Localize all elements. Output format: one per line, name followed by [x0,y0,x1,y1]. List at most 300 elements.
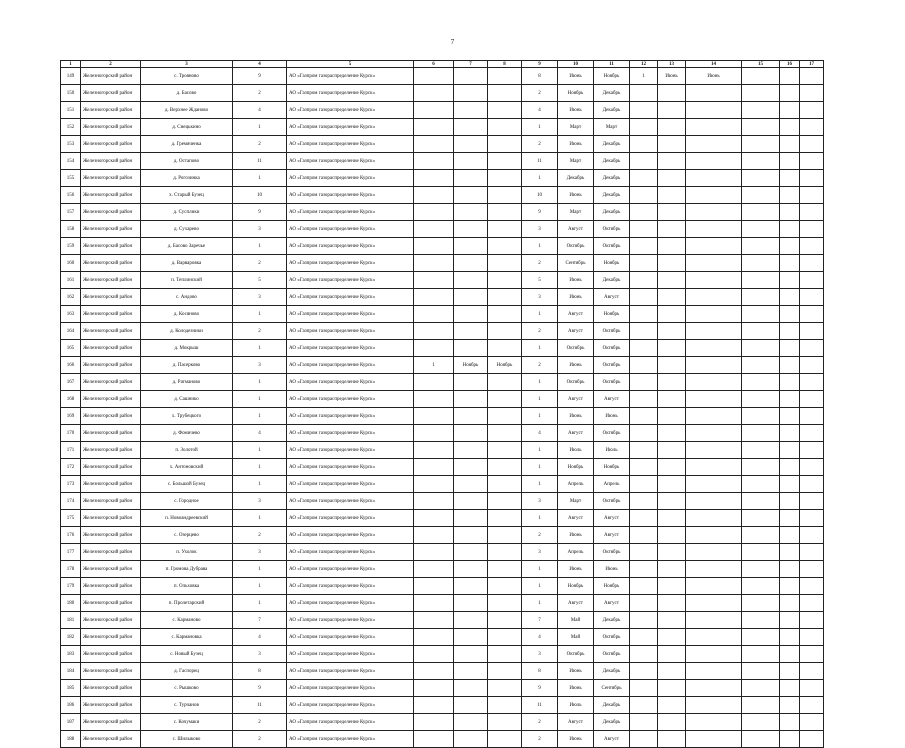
table-row [61,510,824,527]
table-cell [488,714,522,731]
table-cell: 171 [61,442,81,459]
table-cell: 1 [233,561,287,578]
table-cell: Июнь [558,731,594,748]
table-cell [800,612,824,629]
table-row [61,255,824,272]
table-cell [414,170,454,187]
table-cell [800,425,824,442]
table-cell [800,459,824,476]
table-cell: АО «Газпром газораспределение Курск» [287,663,414,680]
table-cell: 172 [61,459,81,476]
table-cell [686,425,742,442]
table-cell: Октябрь [558,340,594,357]
table-cell [454,493,488,510]
table-cell [780,578,800,595]
table-row [61,204,824,221]
table-row [61,289,824,306]
table-cell: Декабрь [594,697,630,714]
table-cell: 159 [61,238,81,255]
table-cell [630,272,658,289]
table-cell: Октябрь [558,646,594,663]
table-cell: Октябрь [594,238,630,255]
table-cell [800,170,824,187]
table-cell: Апрель [558,544,594,561]
table-cell: д. Басово [141,85,233,102]
table-cell [658,459,686,476]
table-cell [658,187,686,204]
table-cell [742,102,780,119]
table-cell [414,527,454,544]
table-cell [800,204,824,221]
table-cell: Август [558,510,594,527]
table-cell: Декабрь [594,187,630,204]
table-cell [686,340,742,357]
table-cell [742,459,780,476]
table-row [61,646,824,663]
table-cell [454,102,488,119]
table-cell: Октябрь [594,425,630,442]
table-cell: Железногорский район [81,187,141,204]
table-cell: АО «Газпром газораспределение Курск» [287,442,414,459]
table-cell [780,238,800,255]
table-cell [800,697,824,714]
table-cell [658,170,686,187]
table-cell: 166 [61,357,81,374]
table-cell: Июнь [558,102,594,119]
table-cell: 176 [61,527,81,544]
table-cell: Июнь [558,187,594,204]
table-cell: п. Новоандреевский [141,510,233,527]
table-cell [686,289,742,306]
table-cell [658,357,686,374]
table-cell: 1 [522,391,558,408]
table-cell [686,408,742,425]
table-cell [686,680,742,697]
table-cell: 168 [61,391,81,408]
table-cell: Октябрь [594,323,630,340]
table-cell [488,527,522,544]
table-cell: Август [594,527,630,544]
table-cell: Декабрь [594,612,630,629]
table-cell: 181 [61,612,81,629]
table-cell: 165 [61,340,81,357]
table-cell [454,238,488,255]
table-cell: Железногорский район [81,255,141,272]
table-cell [780,85,800,102]
table-cell [658,442,686,459]
table-cell: 1 [522,374,558,391]
table-cell [488,391,522,408]
table-cell [780,510,800,527]
table-cell [414,255,454,272]
table-cell [686,442,742,459]
table-cell [742,663,780,680]
table-cell: п. Золотой [141,442,233,459]
table-cell [780,272,800,289]
table-cell [414,663,454,680]
table-cell [800,714,824,731]
table-cell [658,425,686,442]
table-cell [414,204,454,221]
table-cell: 3 [233,544,287,561]
table-cell [630,595,658,612]
table-cell: с. Турчанов [141,697,233,714]
table-cell [686,629,742,646]
table-row [61,476,824,493]
table-cell [686,238,742,255]
table-cell: Железногорский район [81,272,141,289]
table-cell: Август [594,289,630,306]
table-cell: с. Трояново [141,68,233,85]
table-cell [488,289,522,306]
table-cell: д. Рогозинка [141,170,233,187]
table-cell [488,136,522,153]
table-cell: 185 [61,680,81,697]
table-cell: с. Новый Бузец [141,646,233,663]
table-cell: АО «Газпром газораспределение Курск» [287,578,414,595]
table-row [61,153,824,170]
table-cell: д. Варваровка [141,255,233,272]
table-cell [800,289,824,306]
table-cell [800,272,824,289]
table-cell: 162 [61,289,81,306]
table-cell: 5 [233,272,287,289]
table-row [61,374,824,391]
table-cell [780,306,800,323]
table-cell: АО «Газпром газораспределение Курск» [287,612,414,629]
table-cell: 1 [233,476,287,493]
table-cell [630,357,658,374]
table-cell [742,357,780,374]
table-row [61,612,824,629]
table-cell: 2 [233,85,287,102]
table-cell: 167 [61,374,81,391]
table-cell: Железногорский район [81,374,141,391]
table-cell: Октябрь [594,221,630,238]
table-cell [488,493,522,510]
table-cell: 1 [522,306,558,323]
table-cell [630,408,658,425]
table-cell [414,408,454,425]
table-cell: Август [558,323,594,340]
table-cell: с. Большой Бузец [141,476,233,493]
table-cell [686,85,742,102]
table-cell: АО «Газпром газораспределение Курск» [287,714,414,731]
table-cell [780,408,800,425]
table-cell [488,272,522,289]
table-row [61,187,824,204]
table-cell: д. Басово Заречье [141,238,233,255]
table-cell [742,323,780,340]
table-cell: Железногорский район [81,731,141,748]
table-cell: Ноябрь [454,357,488,374]
table-cell [780,612,800,629]
table-cell: Железногорский район [81,510,141,527]
table-cell [658,221,686,238]
table-cell [780,204,800,221]
table-cell [488,476,522,493]
table-cell [742,442,780,459]
table-cell [630,119,658,136]
table-cell [454,340,488,357]
table-cell [630,340,658,357]
table-cell [454,612,488,629]
table-cell: 3 [233,221,287,238]
table-cell [686,714,742,731]
table-cell: Декабрь [594,170,630,187]
table-cell: Железногорский район [81,408,141,425]
table-cell: с. Рышково [141,680,233,697]
column-header: 7 [454,61,488,68]
table-cell: с. Кочумаки [141,714,233,731]
table-cell [780,340,800,357]
table-cell [454,510,488,527]
table-cell [488,255,522,272]
table-cell [686,476,742,493]
table-cell: 2 [233,255,287,272]
table-cell [454,459,488,476]
table-cell: Октябрь [594,646,630,663]
table-cell [414,731,454,748]
table-cell [454,476,488,493]
table-cell [800,102,824,119]
table-cell [414,714,454,731]
table-cell [454,204,488,221]
table-cell [800,153,824,170]
table-cell: 1 [522,561,558,578]
table-cell: Ноябрь [558,578,594,595]
table-cell: 2 [233,527,287,544]
table-cell: п. Теплинский [141,272,233,289]
table-cell: Железногорский район [81,476,141,493]
table-cell: Декабрь [594,272,630,289]
table-cell: 4 [522,425,558,442]
table-cell: 1 [233,238,287,255]
table-cell: 8 [233,663,287,680]
table-cell: 182 [61,629,81,646]
table-cell [454,306,488,323]
table-cell: Сентябрь [558,255,594,272]
table-cell: Октябрь [594,629,630,646]
table-cell [454,442,488,459]
table-cell [454,85,488,102]
table-cell: АО «Газпром газораспределение Курск» [287,544,414,561]
table-row [61,442,824,459]
table-cell: х. Старый Бузец [141,187,233,204]
table-cell [488,221,522,238]
table-cell [742,255,780,272]
table-cell [800,646,824,663]
table-cell [800,221,824,238]
table-cell: Декабрь [594,663,630,680]
table-cell: АО «Газпром газораспределение Курск» [287,527,414,544]
table-cell [488,680,522,697]
table-cell [454,153,488,170]
table-cell [780,187,800,204]
table-cell [780,289,800,306]
table-cell [488,119,522,136]
table-cell [630,442,658,459]
table-cell: 1 [414,357,454,374]
table-cell: Апрель [594,476,630,493]
table-cell [414,629,454,646]
table-cell [780,561,800,578]
table-cell [742,714,780,731]
table-cell [742,238,780,255]
table-cell: Железногорский район [81,561,141,578]
table-cell: Июль [558,697,594,714]
table-cell: АО «Газпром газораспределение Курск» [287,153,414,170]
table-body [61,68,824,748]
table-cell [454,595,488,612]
table-cell [780,374,800,391]
table-cell: д. Мокрыш [141,340,233,357]
table-cell: п. Ольховка [141,578,233,595]
table-cell [686,221,742,238]
table-cell: д. Ратманово [141,374,233,391]
table-cell [686,119,742,136]
table-cell [800,357,824,374]
table-cell: 5 [522,272,558,289]
table-cell [658,238,686,255]
table-cell: с. Шилыково [141,731,233,748]
table-cell: Март [558,204,594,221]
table-cell [742,680,780,697]
table-cell [686,527,742,544]
table-cell [658,629,686,646]
table-cell [658,255,686,272]
table-cell [488,561,522,578]
table-cell [780,714,800,731]
table-cell [800,663,824,680]
table-cell [800,510,824,527]
table-cell: Железногорский район [81,391,141,408]
table-cell [454,663,488,680]
column-header: 11 [594,61,630,68]
column-header: 6 [414,61,454,68]
table-cell [742,646,780,663]
table-cell [454,731,488,748]
table-cell [488,646,522,663]
table-cell: 187 [61,714,81,731]
table-cell: 7 [233,612,287,629]
table-cell: 2 [522,357,558,374]
table-cell [488,731,522,748]
table-cell [630,221,658,238]
table-cell [414,561,454,578]
table-cell: 152 [61,119,81,136]
table-cell [454,323,488,340]
table-cell [800,391,824,408]
table-cell: 1 [233,391,287,408]
table-cell [742,170,780,187]
table-cell: Железногорский район [81,221,141,238]
table-cell: АО «Газпром газораспределение Курск» [287,238,414,255]
table-cell [454,629,488,646]
table-cell: Июнь [594,408,630,425]
table-cell [686,561,742,578]
table-cell [414,238,454,255]
table-cell [630,238,658,255]
table-cell: Июль [558,442,594,459]
table-cell: Ноябрь [594,578,630,595]
table-cell: 1 [522,442,558,459]
table-cell [742,272,780,289]
table-cell: Октябрь [594,357,630,374]
table-cell: Железногорский район [81,153,141,170]
table-cell: 1 [522,510,558,527]
table-cell [686,170,742,187]
table-cell [488,408,522,425]
table-row [61,578,824,595]
table-cell [414,85,454,102]
table-cell: 174 [61,493,81,510]
table-cell [800,340,824,357]
table-cell: с. Городное [141,493,233,510]
table-cell [800,68,824,85]
table-cell [686,323,742,340]
table-cell [488,459,522,476]
table-cell: Май [558,629,594,646]
table-cell [630,697,658,714]
table-cell [414,595,454,612]
table-cell [454,289,488,306]
table-cell: д. Косяново [141,306,233,323]
table-cell: Железногорский район [81,663,141,680]
table-cell: Октябрь [594,544,630,561]
table-cell [780,646,800,663]
table-cell: 10 [522,187,558,204]
table-row [61,340,824,357]
table-cell: Железногорский район [81,238,141,255]
table-cell [800,306,824,323]
table-cell [800,595,824,612]
table-cell: 1 [522,476,558,493]
table-cell [742,221,780,238]
table-cell: 175 [61,510,81,527]
table-cell: Железногорский район [81,306,141,323]
table-cell [630,476,658,493]
table-cell: Декабрь [594,85,630,102]
table-cell [658,85,686,102]
table-cell [488,323,522,340]
table-cell: Май [558,612,594,629]
table-cell: Железногорский район [81,493,141,510]
table-cell: Ноябрь [594,306,630,323]
table-cell [488,629,522,646]
table-cell [414,680,454,697]
table-cell: Август [558,595,594,612]
table-cell [742,136,780,153]
table-cell [742,306,780,323]
table-cell: Июнь [686,68,742,85]
table-cell [686,612,742,629]
table-cell [488,374,522,391]
table-cell [414,221,454,238]
table-cell [658,646,686,663]
table-cell: 3 [522,289,558,306]
table-cell [658,612,686,629]
table-cell: Железногорский район [81,136,141,153]
table-cell: Железногорский район [81,68,141,85]
table-cell: АО «Газпром газораспределение Курск» [287,85,414,102]
table-cell [686,595,742,612]
table-cell [780,391,800,408]
table-cell [742,408,780,425]
table-cell [686,646,742,663]
table-row [61,136,824,153]
table-cell [800,476,824,493]
